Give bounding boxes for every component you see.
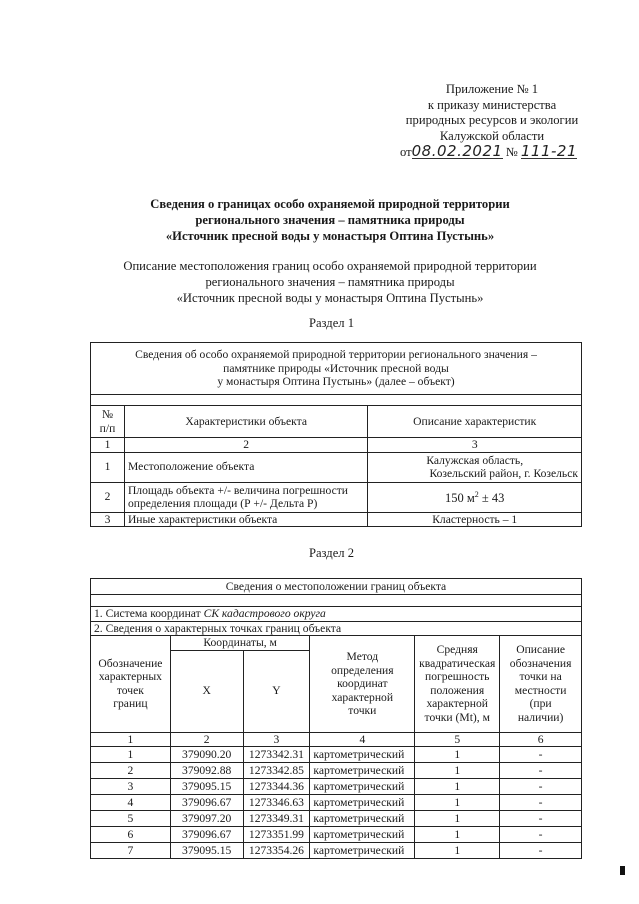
subtitle-line: «Источник пресной воды у монастыря Оптина Пустынь» (176, 291, 484, 305)
table-row (91, 452, 582, 482)
point-x: 379096.67 (170, 827, 243, 843)
date-prefix: от (400, 145, 412, 159)
char-line: Площадь объекта +/- величина погрешности (127, 483, 349, 497)
subtitle-line: регионального значения – памятника природы (205, 275, 455, 289)
hdr-line: Метод (346, 650, 379, 663)
hdr-line: точки (348, 704, 377, 717)
title-line: регионального значения – памятника природы (195, 213, 465, 227)
row-char: Иные характеристики объекта (124, 512, 367, 527)
index-cell: 3 (368, 438, 582, 453)
header-line: Сведения об особо охраняемой природной территории регионального значения – (135, 348, 537, 362)
table-row (91, 512, 582, 527)
coord-system-prefix: 1. Система координат (94, 607, 204, 620)
point-method: картометрический (310, 843, 415, 859)
hdr-line: местности (514, 683, 567, 697)
point-desc: - (500, 843, 582, 859)
hdr-line: точек (116, 683, 144, 697)
point-desc: - (500, 747, 582, 763)
point-mt: 1 (415, 811, 500, 827)
point-y: 1273349.31 (243, 811, 310, 827)
hdr-line: Обозначение (98, 656, 163, 670)
hdr-line: наличии) (517, 710, 564, 724)
point-y: 1273346.63 (243, 795, 310, 811)
index-cell: 4 (310, 732, 415, 747)
point-method: картометрический (310, 747, 415, 763)
appendix-line: к приказу министерства (427, 97, 557, 112)
points-title-row: 2. Сведения о характерных точках границ объекта (91, 621, 582, 636)
hdr-line: характерной (331, 690, 394, 704)
table-row (91, 747, 582, 763)
table-row (91, 811, 582, 827)
object-info-table (90, 342, 582, 527)
index-cell: 2 (170, 732, 243, 747)
hdr-line: точки на (519, 670, 562, 684)
col-method-header (310, 636, 415, 733)
hdr-line: характерных (98, 670, 162, 684)
point-method: картометрический (310, 763, 415, 779)
table-row (91, 763, 582, 779)
row-num: 1 (91, 452, 125, 482)
index-cell: 2 (124, 438, 367, 453)
row-desc (368, 482, 582, 512)
col-y-header: Y (243, 650, 310, 732)
desc-line: Калужская область, (426, 453, 524, 467)
hdr-line: границ (113, 697, 148, 711)
order-date-line (392, 144, 592, 161)
point-mt: 1 (415, 747, 500, 763)
section-1-label: Раздел 1 (308, 316, 355, 330)
point-x: 379095.15 (170, 779, 243, 795)
hdr-line: погрешность (425, 670, 490, 684)
row-desc (368, 452, 582, 482)
handwritten-number: 111-21 (520, 142, 578, 160)
point-method: картометрический (310, 811, 415, 827)
point-y: 1273342.85 (243, 763, 310, 779)
hdr-line: координат (337, 677, 388, 690)
appendix-line: Приложение № 1 (445, 82, 539, 96)
row-char: Местоположение объекта (124, 452, 367, 482)
point-x: 379097.20 (170, 811, 243, 827)
point-number: 4 (91, 795, 171, 811)
appendix-line: Калужской области (439, 128, 545, 143)
col-desc-header: Описание характеристик (368, 406, 582, 438)
table-row (91, 795, 582, 811)
point-mt: 1 (415, 827, 500, 843)
point-number: 7 (91, 843, 171, 859)
point-y: 1273342.31 (243, 747, 310, 763)
point-mt: 1 (415, 763, 500, 779)
scan-mark (620, 866, 625, 875)
point-desc: - (500, 827, 582, 843)
col-coords-header: Координаты, м (170, 636, 310, 651)
index-cell: 1 (91, 732, 171, 747)
table-header: Сведения о местоположении границ объекта (91, 579, 582, 595)
table-row (91, 827, 582, 843)
point-x: 379095.15 (170, 843, 243, 859)
appendix-header (392, 82, 592, 161)
point-method: картометрический (310, 827, 415, 843)
hdr-line: положения (430, 683, 485, 697)
hdr-line: точки (Mt), м (424, 710, 490, 724)
row-char (124, 482, 367, 512)
col-point-header (91, 636, 171, 733)
point-x: 379092.88 (170, 763, 243, 779)
point-desc: - (500, 795, 582, 811)
index-cell: 6 (500, 732, 582, 747)
handwritten-date: 08.02.2021 (411, 142, 503, 160)
document-title (120, 196, 540, 244)
area-unit-sup: 2 (474, 490, 479, 500)
boundary-points-table (90, 578, 582, 859)
point-method: картометрический (310, 779, 415, 795)
index-cell: 1 (91, 438, 125, 453)
document-subtitle (110, 258, 550, 306)
coord-system-name: СК кадастрового округа (203, 607, 326, 620)
point-number: 3 (91, 779, 171, 795)
index-cell: 3 (243, 732, 310, 747)
hdr-line: Средняя (436, 643, 478, 657)
col-num-b: п/п (99, 421, 116, 435)
row-num: 3 (91, 512, 125, 527)
subtitle-line: Описание местоположения границ особо охраняемой природной территории (123, 259, 537, 273)
area-value: 150 м (445, 491, 475, 506)
coord-system-row (91, 607, 582, 622)
point-x: 379096.67 (170, 795, 243, 811)
point-number: 6 (91, 827, 171, 843)
point-y: 1273354.26 (243, 843, 310, 859)
title-line: «Источник пресной воды у монастыря Оптина Пустынь» (165, 229, 495, 243)
point-mt: 1 (415, 779, 500, 795)
hdr-line: определения (331, 663, 394, 677)
point-desc: - (500, 763, 582, 779)
spacer-row (91, 395, 582, 406)
table-row (91, 482, 582, 512)
point-x: 379090.20 (170, 747, 243, 763)
title-line: Сведения о границах особо охраняемой природной территории (150, 197, 510, 211)
row-num: 2 (91, 482, 125, 512)
point-mt: 1 (415, 843, 500, 859)
number-prefix: № (505, 145, 518, 159)
hdr-line: квадратическая (419, 656, 496, 670)
area-error: ± 43 (478, 491, 505, 506)
spacer-row (91, 595, 582, 607)
col-error-header (415, 636, 500, 733)
hdr-line: характерной (426, 697, 488, 711)
row-desc: Кластерность – 1 (368, 512, 582, 527)
point-desc: - (500, 779, 582, 795)
section-2-label: Раздел 2 (308, 546, 355, 560)
table-row (91, 843, 582, 859)
hdr-line: Описание (516, 643, 565, 657)
col-desc-header (500, 636, 582, 733)
point-desc: - (500, 811, 582, 827)
header-line: памятнике природы «Источник пресной воды (223, 361, 449, 375)
point-y: 1273351.99 (243, 827, 310, 843)
hdr-line: обозначения (509, 656, 572, 670)
point-y: 1273344.36 (243, 779, 310, 795)
hdr-line: (при (529, 697, 552, 711)
point-mt: 1 (415, 795, 500, 811)
table-header (91, 343, 582, 395)
char-line: определения площади (Р +/- Дельта Р) (127, 497, 318, 510)
points-body (91, 747, 582, 859)
col-char-header: Характеристики объекта (124, 406, 367, 438)
point-number: 1 (91, 747, 171, 763)
desc-line: Козельский район, г. Козельск (429, 467, 578, 480)
appendix-line: природных ресурсов и экологии (405, 113, 579, 127)
table-row (91, 779, 582, 795)
point-number: 5 (91, 811, 171, 827)
col-x-header: X (170, 650, 243, 732)
col-num-a: № (101, 408, 113, 421)
header-line: у монастыря Оптина Пустынь» (далее – объект) (217, 375, 455, 389)
point-number: 2 (91, 763, 171, 779)
point-method: картометрический (310, 795, 415, 811)
index-cell: 5 (415, 732, 500, 747)
col-num-header (91, 406, 125, 438)
